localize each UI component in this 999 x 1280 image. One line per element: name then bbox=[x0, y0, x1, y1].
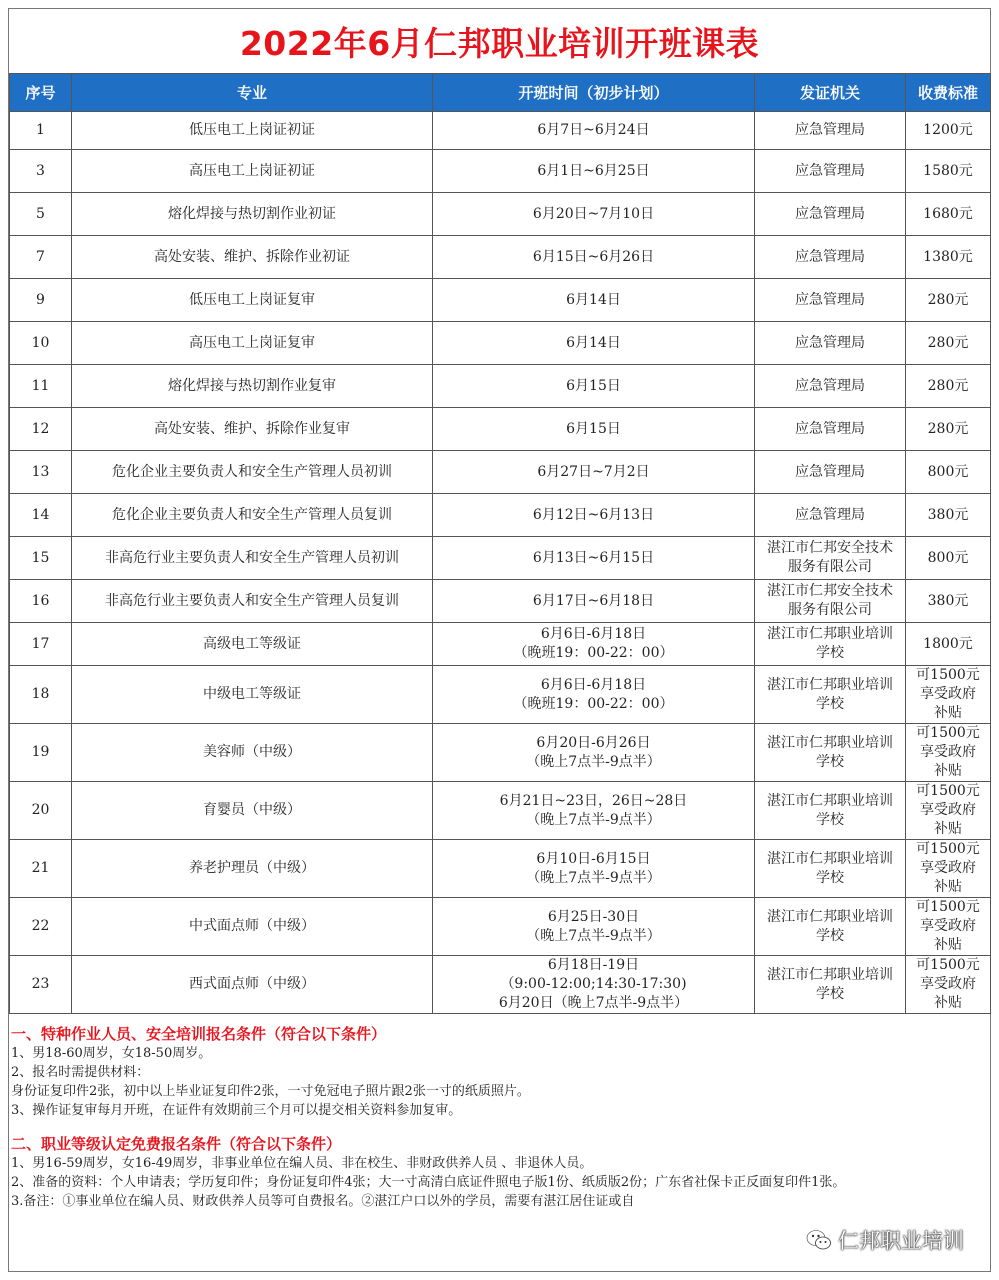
cell-no: 23 bbox=[10, 956, 72, 1014]
cell-time: 6月14日 bbox=[433, 279, 755, 322]
cell-time: 6月7日~6月24日 bbox=[433, 112, 755, 150]
cell-authority: 应急管理局 bbox=[755, 112, 906, 150]
cell-time: 6月6日-6月18日 （晚班19：00-22：00） bbox=[433, 666, 755, 724]
cell-authority: 应急管理局 bbox=[755, 494, 906, 537]
cell-no: 12 bbox=[10, 408, 72, 451]
cell-time: 6月12日~6月13日 bbox=[433, 494, 755, 537]
table-row bbox=[10, 898, 991, 956]
cell-fee: 800元 bbox=[906, 451, 991, 494]
cell-time: 6月17日~6月18日 bbox=[433, 580, 755, 623]
cell-major: 非高危行业主要负责人和安全生产管理人员初训 bbox=[72, 537, 433, 580]
cell-time: 6月15日~6月26日 bbox=[433, 236, 755, 279]
table-row bbox=[10, 322, 991, 365]
cell-authority: 应急管理局 bbox=[755, 408, 906, 451]
cell-time: 6月6日-6月18日 （晚班19：00-22：00） bbox=[433, 623, 755, 666]
section1-line: 1、男18-60周岁，女18-50周岁。 bbox=[11, 1046, 212, 1061]
cell-fee: 280元 bbox=[906, 365, 991, 408]
cell-major: 育婴员（中级） bbox=[72, 782, 433, 840]
section2-line: 1、男16-59周岁，女16-49周岁，非事业单位在编人员、非在校生、非财政供养人员 、非退休人员。 bbox=[11, 1156, 593, 1171]
section1-title: 一、特种作业人员、安全培训报名条件（符合以下条件） bbox=[11, 1025, 387, 1043]
cell-time: 6月15日 bbox=[433, 408, 755, 451]
cell-major: 高处安装、维护、拆除作业复审 bbox=[72, 408, 433, 451]
cell-fee: 280元 bbox=[906, 322, 991, 365]
cell-fee: 1200元 bbox=[906, 112, 991, 150]
cell-authority: 应急管理局 bbox=[755, 150, 906, 193]
header-authority: 发证机关 bbox=[755, 74, 906, 112]
table-row bbox=[10, 537, 991, 580]
cell-no: 14 bbox=[10, 494, 72, 537]
cell-major: 高压电工上岗证初证 bbox=[72, 150, 433, 193]
cell-authority: 应急管理局 bbox=[755, 322, 906, 365]
header-major: 专业 bbox=[72, 74, 433, 112]
cell-no: 18 bbox=[10, 666, 72, 724]
cell-fee: 可1500元 享受政府 补贴 bbox=[906, 782, 991, 840]
cell-authority: 湛江市仁邦安全技术 服务有限公司 bbox=[755, 537, 906, 580]
cell-major: 高处安装、维护、拆除作业初证 bbox=[72, 236, 433, 279]
cell-major: 熔化焊接与热切割作业初证 bbox=[72, 193, 433, 236]
cell-fee: 380元 bbox=[906, 580, 991, 623]
cell-major: 熔化焊接与热切割作业复审 bbox=[72, 365, 433, 408]
cell-fee: 1680元 bbox=[906, 193, 991, 236]
cell-time: 6月25日-30日 （晚上7点半-9点半） bbox=[433, 898, 755, 956]
cell-time: 6月20日~7月10日 bbox=[433, 193, 755, 236]
table-row bbox=[10, 623, 991, 666]
schedule-table bbox=[9, 73, 991, 1014]
section2-title: 二、职业等级认定免费报名条件（符合以下条件） bbox=[11, 1135, 342, 1153]
table-row bbox=[10, 494, 991, 537]
cell-fee: 280元 bbox=[906, 408, 991, 451]
header-time: 开班时间（初步计划） bbox=[433, 74, 755, 112]
cell-authority: 湛江市仁邦职业培训 学校 bbox=[755, 623, 906, 666]
cell-no: 13 bbox=[10, 451, 72, 494]
cell-time: 6月1日~6月25日 bbox=[433, 150, 755, 193]
cell-fee: 280元 bbox=[906, 279, 991, 322]
cell-no: 1 bbox=[10, 112, 72, 150]
cell-major: 非高危行业主要负责人和安全生产管理人员复训 bbox=[72, 580, 433, 623]
cell-authority: 应急管理局 bbox=[755, 451, 906, 494]
cell-fee: 可1500元 享受政府 补贴 bbox=[906, 724, 991, 782]
cell-time: 6月13日~6月15日 bbox=[433, 537, 755, 580]
cell-authority: 湛江市仁邦职业培训 学校 bbox=[755, 724, 906, 782]
cell-no: 19 bbox=[10, 724, 72, 782]
cell-authority: 湛江市仁邦职业培训 学校 bbox=[755, 956, 906, 1014]
cell-time: 6月18日-19日 （9:00-12:00;14:30-17:30) 6月20日（晚上7点半-9点半） bbox=[433, 956, 755, 1014]
table-row bbox=[10, 840, 991, 898]
section1-line: 3、操作证复审每月开班，在证件有效期前三个月可以提交相关资料参加复审。 bbox=[11, 1103, 462, 1118]
cell-fee: 可1500元 享受政府 补贴 bbox=[906, 956, 991, 1014]
wechat-icon bbox=[806, 1229, 832, 1251]
cell-no: 9 bbox=[10, 279, 72, 322]
cell-fee: 380元 bbox=[906, 494, 991, 537]
cell-authority: 湛江市仁邦职业培训 学校 bbox=[755, 666, 906, 724]
cell-no: 21 bbox=[10, 840, 72, 898]
section2-line: 3.备注：①事业单位在编人员、财政供养人员等可自费报名。②湛江户口以外的学员，需要有湛江居住证或自 bbox=[11, 1194, 635, 1209]
cell-major: 西式面点师（中级） bbox=[72, 956, 433, 1014]
cell-major: 中式面点师（中级） bbox=[72, 898, 433, 956]
watermark-text: 仁邦职业培训 bbox=[838, 1229, 964, 1253]
cell-time: 6月21日~23日，26日~28日 （晚上7点半-9点半） bbox=[433, 782, 755, 840]
notes-section bbox=[11, 1024, 986, 1211]
page-title: 2022年6月仁邦职业培训开班课表 bbox=[239, 23, 760, 63]
table-row bbox=[10, 580, 991, 623]
schedule-body bbox=[10, 112, 991, 1014]
cell-authority: 应急管理局 bbox=[755, 193, 906, 236]
cell-fee: 可1500元 享受政府 补贴 bbox=[906, 898, 991, 956]
table-row bbox=[10, 451, 991, 494]
cell-no: 16 bbox=[10, 580, 72, 623]
cell-authority: 应急管理局 bbox=[755, 365, 906, 408]
cell-major: 危化企业主要负责人和安全生产管理人员复训 bbox=[72, 494, 433, 537]
cell-major: 养老护理员（中级） bbox=[72, 840, 433, 898]
cell-major: 高压电工上岗证复审 bbox=[72, 322, 433, 365]
cell-no: 17 bbox=[10, 623, 72, 666]
table-row bbox=[10, 150, 991, 193]
cell-fee: 1380元 bbox=[906, 236, 991, 279]
cell-no: 15 bbox=[10, 537, 72, 580]
cell-no: 22 bbox=[10, 898, 72, 956]
cell-fee: 1580元 bbox=[906, 150, 991, 193]
table-row bbox=[10, 193, 991, 236]
table-row bbox=[10, 112, 991, 150]
cell-time: 6月14日 bbox=[433, 322, 755, 365]
wechat-watermark bbox=[806, 1225, 964, 1255]
cell-authority: 应急管理局 bbox=[755, 279, 906, 322]
cell-no: 20 bbox=[10, 782, 72, 840]
table-row bbox=[10, 236, 991, 279]
cell-major: 低压电工上岗证复审 bbox=[72, 279, 433, 322]
table-header-row bbox=[10, 74, 991, 112]
table-row bbox=[10, 956, 991, 1014]
cell-time: 6月27日~7月2日 bbox=[433, 451, 755, 494]
cell-fee: 可1500元 享受政府 补贴 bbox=[906, 666, 991, 724]
cell-major: 美容师（中级） bbox=[72, 724, 433, 782]
cell-authority: 应急管理局 bbox=[755, 236, 906, 279]
table-row bbox=[10, 666, 991, 724]
cell-fee: 800元 bbox=[906, 537, 991, 580]
section1-line: 身份证复印件2张，初中以上毕业证复印件2张，一寸免冠电子照片跟2张一寸的纸质照片。 bbox=[11, 1084, 530, 1099]
cell-authority: 湛江市仁邦职业培训 学校 bbox=[755, 840, 906, 898]
cell-authority: 湛江市仁邦安全技术 服务有限公司 bbox=[755, 580, 906, 623]
header-fee: 收费标准 bbox=[906, 74, 991, 112]
cell-major: 高级电工等级证 bbox=[72, 623, 433, 666]
table-row bbox=[10, 365, 991, 408]
cell-no: 7 bbox=[10, 236, 72, 279]
section2-line: 2、准备的资料：个人申请表；学历复印件；身份证复印件4张；大一寸高清白底证件照电子版1份、纸质版2份；广东省社保卡正反面复印件1张。 bbox=[11, 1175, 846, 1190]
cell-time: 6月15日 bbox=[433, 365, 755, 408]
cell-no: 5 bbox=[10, 193, 72, 236]
table-row bbox=[10, 782, 991, 840]
cell-major: 低压电工上岗证初证 bbox=[72, 112, 433, 150]
table-row bbox=[10, 408, 991, 451]
table-row bbox=[10, 724, 991, 782]
cell-fee: 1800元 bbox=[906, 623, 991, 666]
cell-authority: 湛江市仁邦职业培训 学校 bbox=[755, 782, 906, 840]
cell-no: 10 bbox=[10, 322, 72, 365]
cell-no: 11 bbox=[10, 365, 72, 408]
cell-time: 6月20日-6月26日 （晚上7点半-9点半） bbox=[433, 724, 755, 782]
cell-no: 3 bbox=[10, 150, 72, 193]
cell-authority: 湛江市仁邦职业培训 学校 bbox=[755, 898, 906, 956]
cell-fee: 可1500元 享受政府 补贴 bbox=[906, 840, 991, 898]
table-row bbox=[10, 279, 991, 322]
cell-major: 中级电工等级证 bbox=[72, 666, 433, 724]
section1-line: 2、报名时需提供材料： bbox=[11, 1065, 150, 1080]
cell-major: 危化企业主要负责人和安全生产管理人员初训 bbox=[72, 451, 433, 494]
cell-time: 6月10日-6月15日 （晚上7点半-9点半） bbox=[433, 840, 755, 898]
header-no: 序号 bbox=[10, 74, 72, 112]
